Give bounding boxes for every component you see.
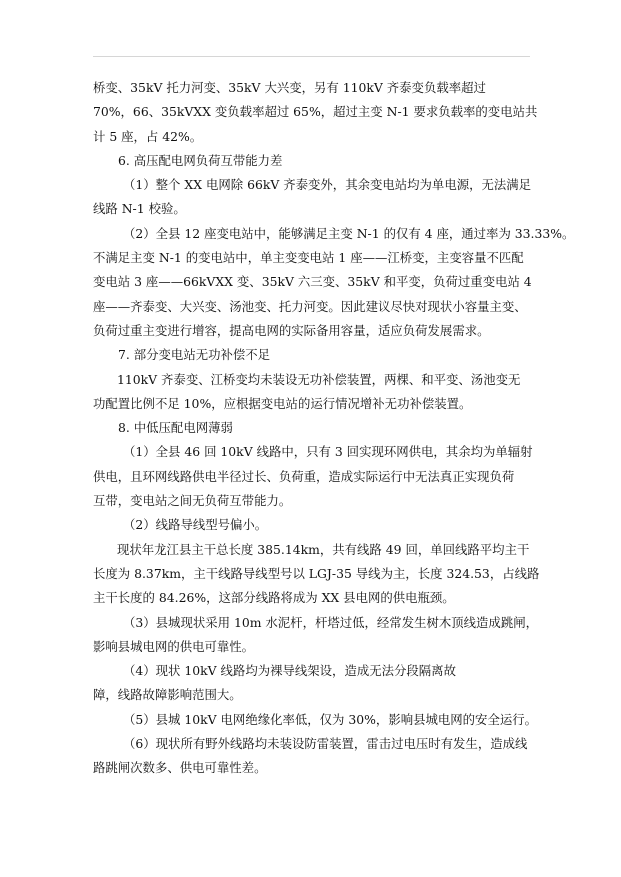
text-line: 桥变、35kV 托力河变、35kV 大兴变，另有 110kV 齐泰变负载率超过 <box>93 80 486 95</box>
text-line: 互带，变电站之间无负荷互带能力。 <box>93 493 292 509</box>
section-heading-6: 6. 高压配电网负荷互带能力差 <box>118 152 283 168</box>
text-line: 线路 N-1 校验。 <box>93 201 186 217</box>
text-line: （5）县城 10kV 电网绝缘化率低，仅为 30%，影响县城电网的安全运行。 <box>123 711 538 727</box>
text-line: （6）现状所有野外线路均未装设防雷装置，雷击过电压时有发生，造成线 <box>123 736 528 752</box>
text-line: 影响县城电网的供电可靠性。 <box>93 638 255 654</box>
text-line: 负荷过重主变进行增容，提高电网的实际备用容量，适应负荷发展需求。 <box>93 322 490 338</box>
text-line: 长度为 8.37km，主干线路导线型号以 LGJ-35 导线为主，长度 324.53，占线路 <box>93 565 540 581</box>
text-line: 现状年龙江县主干总长度 385.14km，共有线路 49 回，单回线路平均主干 <box>117 541 530 557</box>
document-body <box>93 76 575 781</box>
text-line: 不满足主变 N-1 的变电站中，单主变变电站 1 座——江桥变，主变容量不匹配 <box>93 250 524 266</box>
text-line: 座——齐泰变、大兴变、汤池变、托力河变。因此建议尽快对现状小容量主变、 <box>93 298 527 314</box>
text-line: 功配置比例不足 10%，应根据变电站的运行情况增补无功补偿装置。 <box>93 395 472 411</box>
text-line: 计 5 座，占 42%。 <box>93 128 203 144</box>
text-line: 障，线路故障影响范围大。 <box>93 687 242 703</box>
text-line: （2）全县 12 座变电站中，能够满足主变 N-1 的仅有 4 座，通过率为 33.33%。 <box>123 225 575 241</box>
text-line: 70%，66、35kVXX 变负载率超过 65%，超过主变 N-1 要求负载率的变电站共 <box>93 104 538 120</box>
text-line: （1）全县 46 回 10kV 线路中，只有 3 回实现环网供电，其余均为单辐射 <box>123 444 533 460</box>
section-heading-8: 8. 中低压配电网薄弱 <box>118 420 233 436</box>
text-line: （3）县城现状采用 10m 水泥杆，杆塔过低，经常发生树木顶线造成跳闸， <box>123 614 538 630</box>
text-line: 变电站 3 座——66kVXX 变、35kV 六三变、35kV 和平变，负荷过重变电站 4 <box>93 274 532 290</box>
text-line: 主干长度的 84.26%，这部分线路将成为 XX 县电网的供电瓶颈。 <box>93 590 455 606</box>
text-line: 供电，且环网线路供电半径过长、负荷重，造成实际运行中无法真正实现负荷 <box>93 468 515 484</box>
header-rule <box>93 56 530 57</box>
text-line: 路跳闸次数多、供电可靠性差。 <box>93 760 267 776</box>
text-line: （4）现状 10kV 线路均为裸导线架设，造成无法分段隔离故 <box>123 663 456 679</box>
text-line: 110kV 齐泰变、江桥变均未装设无功补偿装置，两棵、和平变、汤池变无 <box>117 371 521 387</box>
text-line: （2）线路导线型号偏小。 <box>123 517 268 533</box>
text-line: （1）整个 XX 电网除 66kV 齐泰变外，其余变电站均为单电源，无法满足 <box>123 177 532 193</box>
section-heading-7: 7. 部分变电站无功补偿不足 <box>118 347 271 363</box>
